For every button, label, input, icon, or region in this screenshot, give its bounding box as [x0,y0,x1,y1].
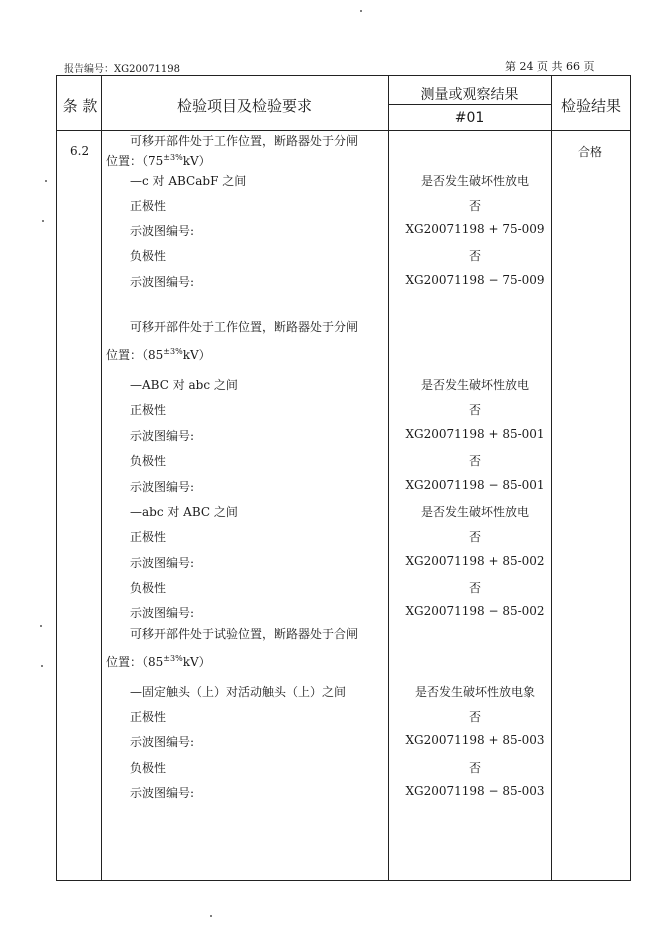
measure-value: XG20071198 − 85-001 [405,478,545,492]
item-label: 正极性 [130,530,167,544]
column-divider-item [388,75,389,881]
measure-value: 否 [468,581,481,595]
section-intro: 可移开部件处于工作位置，断路器处于分闸 [130,134,359,148]
scan-speck [42,220,44,222]
item-label: 负极性 [130,761,167,775]
scan-speck [360,10,362,12]
measure-value: XG20071198 + 85-003 [405,733,545,747]
item-label: —固定触头（上）对活动触头（上）之间 [130,685,347,699]
header-sample: #01 [454,110,485,126]
measure-value: 否 [468,530,481,544]
item-label: —c 对 ABCabF 之间 [130,174,247,188]
item-label: —abc 对 ABC 之间 [130,505,238,519]
section-voltage: 位置：$(75^{\pm 3\%}kV)$ [106,153,211,168]
item-label: 正极性 [130,403,167,417]
clause-number: 6.2 [70,144,90,158]
item-label: 示波图编号: [130,480,195,494]
report-number: 报告编号：XG20071198 [64,64,181,75]
item-label: 示波图编号: [130,275,195,289]
header-measure: 测量或观察结果 [420,87,519,103]
item-label: 负极性 [130,454,167,468]
measure-value: 是否发生破坏性放电 [420,505,529,519]
scan-speck [40,625,42,627]
scan-speck [41,665,43,667]
column-divider-clause [101,75,102,881]
item-label: 示波图编号: [130,556,195,570]
item-label: 正极性 [130,199,167,213]
measure-value: 是否发生破坏性放电 [420,174,529,188]
header-clause: 条 款 [62,97,98,115]
measure-value: XG20071198 + 75-009 [405,222,545,236]
item-label: 负极性 [130,249,167,263]
item-label: 示波图编号: [130,224,195,238]
measure-value: 是否发生破坏性放电象 [414,685,535,699]
section-intro: 可移开部件处于试验位置，断路器处于合闸 [130,627,359,641]
measure-value: XG20071198 + 85-001 [405,427,545,441]
item-label: 示波图编号: [130,606,195,620]
measure-value: 否 [468,761,481,775]
item-label: 示波图编号: [130,786,195,800]
scan-speck [45,180,47,182]
measure-value: 否 [468,403,481,417]
page-number: 第 24 页 共 66 页 [505,60,595,73]
measure-value: XG20071198 − 75-009 [405,273,545,287]
item-label: 示波图编号: [130,429,195,443]
measure-value: 否 [468,249,481,263]
measure-value: 否 [468,710,481,724]
item-label: 正极性 [130,710,167,724]
item-label: —ABC 对 abc 之间 [130,378,238,392]
section-voltage: 位置：$(85^{\pm 3\%}kV)$ [106,347,211,362]
measure-value: XG20071198 − 85-003 [405,784,545,798]
item-label: 负极性 [130,581,167,595]
measure-value: 是否发生破坏性放电 [420,378,529,392]
measure-value: 否 [468,199,481,213]
measure-value: XG20071198 − 85-002 [405,604,545,618]
measure-value: 否 [468,454,481,468]
header-item: 检验项目及检验要求 [176,97,312,115]
item-label: 示波图编号: [130,735,195,749]
header-subdivider [388,104,551,105]
header-bottom-line [56,130,631,131]
section-voltage: 位置：$(85^{\pm 3\%}kV)$ [106,654,211,669]
section-intro: 可移开部件处于工作位置，断路器处于分闸 [130,320,359,334]
scan-speck [210,915,212,917]
header-result: 检验结果 [560,97,621,115]
result-value: 合格 [578,145,603,159]
measure-value: XG20071198 + 85-002 [405,554,545,568]
